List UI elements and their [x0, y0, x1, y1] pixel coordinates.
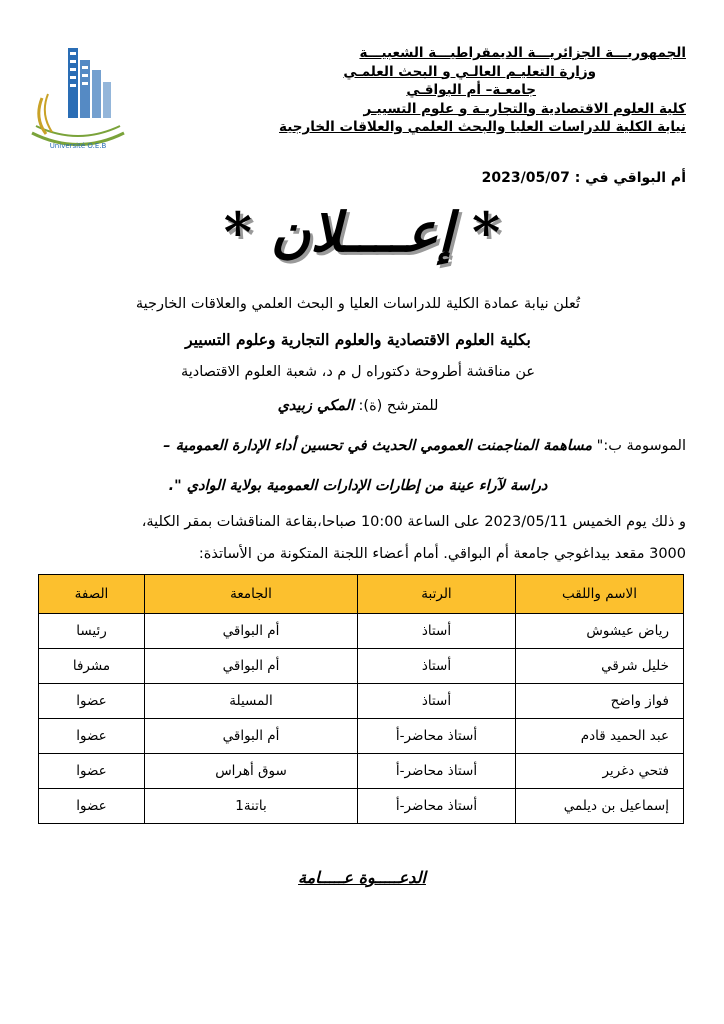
candidate-label: للمترشح (ة):	[353, 398, 439, 414]
table-row	[39, 649, 684, 684]
committee-table	[38, 574, 684, 824]
header-name: الاسم واللقب	[516, 575, 684, 614]
defense-location: 3000 مقعد بيداغوجي جامعة أم البواقي. أمام أعضاء اللجنة المتكونة من الأساتذة:	[198, 546, 686, 562]
member-role: عضوا	[39, 719, 145, 754]
header-rank: الرتبة	[358, 575, 516, 614]
thesis-subtitle: دراسة لآراء عينة من إطارات الإدارات العمومية بولاية الوادي ".	[168, 478, 548, 494]
member-rank: أستاذ محاضر-أ	[358, 719, 516, 754]
member-rank: أستاذ محاضر-أ	[358, 789, 516, 824]
member-name: فتحي دغرير	[516, 754, 684, 789]
candidate-name: المكي زبيدي	[277, 398, 354, 414]
member-university: أم البواقي	[145, 614, 358, 649]
thesis-title: مساهمة المناجمنت العمومي الحديث في تحسين أداء الإدارة العمومية –	[163, 438, 593, 454]
member-name: عبد الحميد قادم	[516, 719, 684, 754]
header-role: الصفة	[39, 575, 145, 614]
member-university: أم البواقي	[145, 719, 358, 754]
body-paragraph-1: تُعلن نيابة عمادة الكلية للدراسات العليا و البحث العلمي والعلاقات الخارجية	[135, 296, 581, 312]
body-paragraph-defense: عن مناقشة أطروحة دكتوراه ل م د، شعبة العلوم الاقتصادية	[180, 364, 536, 380]
member-role: مشرفا	[39, 649, 145, 684]
member-role: عضوا	[39, 754, 145, 789]
member-name: إسماعيل بن ديلمي	[516, 789, 684, 824]
header-line-faculty: كلية العلوم الاقتصادية والتجاريـة و علوم التسييـر	[363, 100, 686, 117]
member-role: رئيسا	[39, 614, 145, 649]
member-university: المسيلة	[145, 684, 358, 719]
table-row	[39, 789, 684, 824]
member-role: عضوا	[39, 684, 145, 719]
header-line-vice-dean: نيابة الكلية للدراسات العليا والبحث العلمي والعلاقات الخارجية	[279, 119, 686, 135]
body-paragraph-faculty: بكلية العلوم الاقتصادية والعلوم التجارية وعلوم التسيير	[185, 330, 531, 349]
thesis-title-line	[30, 438, 686, 454]
member-university: باتنة1	[145, 789, 358, 824]
header-line-university: جامعـة– أم البواقـي	[406, 82, 536, 98]
member-rank: أستاذ	[358, 614, 516, 649]
university-logo	[22, 38, 134, 156]
header-line-ministry: وزارة التعليـم العالـي و البحث العلمـي	[343, 63, 596, 80]
member-name: خليل شرقي	[516, 649, 684, 684]
header-university: الجامعة	[145, 575, 358, 614]
member-rank: أستاذ	[358, 649, 516, 684]
table-row	[39, 719, 684, 754]
table-header-row	[39, 575, 684, 614]
announcement-title: * إعــــلان *	[223, 200, 501, 264]
institution-header	[166, 44, 686, 137]
defense-schedule: و ذلك يوم الخميس 2023/05/11 على الساعة 10:00 صباحا،بقاعة المناقشات بمقر الكلية،	[141, 514, 686, 530]
candidate-line	[30, 398, 686, 414]
date-line: أم البواقي في : 2023/05/07	[481, 170, 686, 186]
member-rank: أستاذ محاضر-أ	[358, 754, 516, 789]
table-row	[39, 684, 684, 719]
header-line-republic: الجمهوريـــة الجزائريـــة الديمقراطيـــة الشعبيـــة	[359, 45, 686, 61]
member-university: أم البواقي	[145, 649, 358, 684]
member-role: عضوا	[39, 789, 145, 824]
logo-caption: Université O.E.B	[49, 142, 107, 150]
table-row	[39, 754, 684, 789]
closing-note: الدعـــــوة عـــــامة	[298, 868, 426, 887]
member-name: رياض عيشوش	[516, 614, 684, 649]
member-rank: أستاذ	[358, 684, 516, 719]
thesis-label: الموسومة ب:"	[592, 438, 686, 454]
table-row	[39, 614, 684, 649]
member-university: سوق أهراس	[145, 754, 358, 789]
member-name: فواز واضح	[516, 684, 684, 719]
